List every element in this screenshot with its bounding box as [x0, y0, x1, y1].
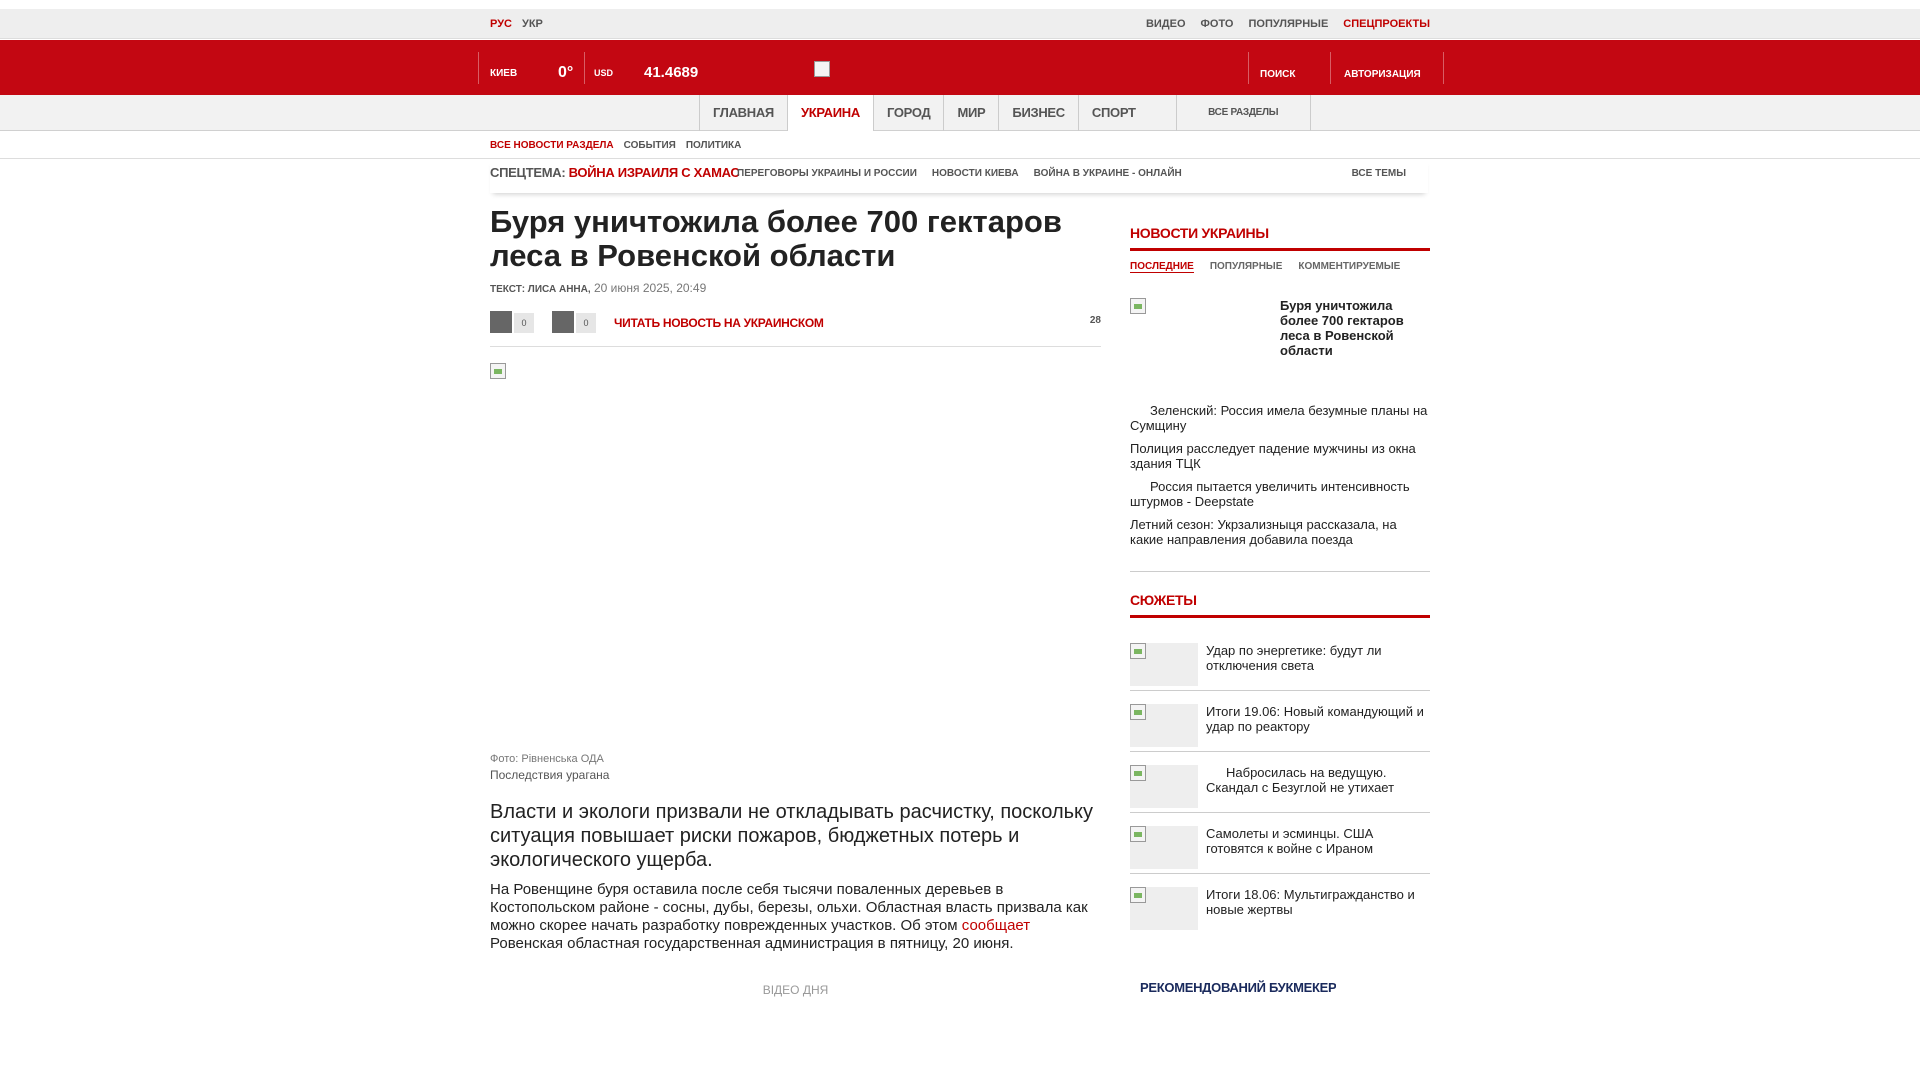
special-theme: [490, 165, 739, 180]
broken-image-icon: [1130, 298, 1146, 314]
broken-image-icon: [1130, 765, 1146, 781]
news-tabs: [1130, 261, 1430, 273]
broken-image-icon: [1130, 704, 1146, 720]
share-bar: [490, 311, 1101, 347]
lang-ru-link[interactable]: РУС: [490, 18, 512, 30]
story-thumbnail[interactable]: [1130, 765, 1198, 808]
views-count: 28: [1089, 315, 1101, 326]
site-header: [0, 40, 1920, 95]
story-title[interactable]: Итоги 18.06: Мультигражданство и новые жертвы: [1206, 887, 1415, 917]
divider: [1330, 52, 1331, 84]
nav-item-world[interactable]: МИР: [944, 95, 999, 131]
article-lead: Власти и экологи призвали не откладывать расчистку, поскольку ситуация повышает риски пожаров, бюджетных потерь и экологического ущерба.: [490, 801, 1094, 871]
theme-link-negotiations[interactable]: ПЕРЕГОВОРЫ УКРАИНЫ И РОССИИ: [737, 168, 917, 179]
subnav-all-news[interactable]: ВСЕ НОВОСТИ РАЗДЕЛА: [490, 140, 614, 151]
story-thumbnail[interactable]: [1130, 704, 1198, 747]
article-author[interactable]: ТЕКСТ: ЛИСА АННА,: [490, 284, 591, 295]
sidebar: [1130, 225, 1430, 935]
stories-heading[interactable]: СЮЖЕТЫ: [1130, 592, 1430, 618]
divider: [478, 52, 479, 84]
share-count: 0: [576, 313, 596, 333]
broken-image-icon: [490, 363, 506, 379]
divider: [584, 52, 585, 84]
tab-commented[interactable]: КОММЕНТИРУЕМЫЕ: [1298, 261, 1401, 272]
nav-item-main[interactable]: ГЛАВНАЯ: [700, 95, 788, 131]
section-subnav: [0, 131, 1920, 159]
nav-item-all-sections[interactable]: ВСЕ РАЗДЕЛЫ: [1177, 95, 1311, 131]
search-button[interactable]: ПОИСК: [1260, 69, 1296, 80]
news-list: [1130, 403, 1430, 572]
top-bar: [0, 9, 1920, 39]
broken-image-icon: [1130, 643, 1146, 659]
story-title[interactable]: Итоги 19.06: Новый командующий и удар по реактору: [1206, 704, 1424, 734]
story-thumbnail[interactable]: [1130, 643, 1198, 686]
news-item[interactable]: Летний сезон: Укрзализныця рассказала, на какие направления добавила поезда: [1130, 517, 1397, 547]
ukraine-news-heading[interactable]: НОВОСТИ УКРАИНЫ: [1130, 225, 1430, 251]
special-projects-link[interactable]: СПЕЦПРОЕКТЫ: [1343, 18, 1430, 30]
news-item[interactable]: Россия пытается увеличить интенсивность штурмов - Deepstate: [1130, 479, 1410, 509]
share-telegram-button[interactable]: [552, 311, 574, 333]
theme-link-war-online[interactable]: ВОЙНА В УКРАИНЕ - ОНЛАЙН: [1033, 168, 1182, 179]
weather-city[interactable]: КИЕВ: [490, 68, 518, 79]
source-link[interactable]: сообщает: [961, 917, 1031, 934]
nav-item-business[interactable]: БИЗНЕС: [999, 95, 1078, 131]
article: [490, 205, 1101, 997]
top-news-item[interactable]: [1130, 298, 1430, 403]
tab-popular[interactable]: ПОПУЛЯРНЫЕ: [1209, 261, 1283, 272]
story-item[interactable]: [1130, 813, 1430, 874]
broken-image-icon: [1130, 826, 1146, 842]
video-link[interactable]: ВИДЕО: [1145, 18, 1186, 30]
photo-link[interactable]: ФОТО: [1200, 18, 1234, 30]
photo-credit: Фото: Рівненська ОДА: [490, 753, 604, 765]
photo-caption: Последствия урагана: [490, 768, 610, 782]
video-of-day-label: ВІДЕО ДНЯ: [762, 983, 829, 997]
body-text: Ровенская областная государственная администрация в пятницу, 20 июня.: [490, 935, 1014, 952]
currency-label: USD: [594, 68, 614, 78]
share-facebook-button[interactable]: [490, 311, 512, 333]
share-count: 0: [514, 313, 534, 333]
news-item[interactable]: Полиция расследует падение мужчины из окна здания ТЦК: [1130, 441, 1416, 471]
themes-bar: [490, 159, 1428, 193]
special-theme-link[interactable]: ВОЙНА ИЗРАИЛЯ С ХАМАС: [568, 165, 740, 180]
stories-list: [1130, 630, 1430, 935]
special-theme-label: СПЕЦТЕМА:: [490, 165, 566, 180]
nav-item-ukraine[interactable]: УКРАИНА: [788, 95, 874, 131]
news-item[interactable]: Зеленский: Россия имела безумные планы на Сумщину: [1130, 403, 1428, 433]
top-news-title[interactable]: Буря уничтожила более 700 гектаров леса в Ровенской области: [1280, 298, 1404, 358]
article-date: 20 июня 2025, 20:49: [594, 281, 707, 295]
article-meta: [490, 281, 1101, 295]
article-body: [490, 881, 1101, 953]
auth-button[interactable]: АВТОРИЗАЦИЯ: [1344, 69, 1421, 80]
theme-link-kyiv-news[interactable]: НОВОСТИ КИЕВА: [931, 168, 1019, 179]
story-title[interactable]: Удар по энергетике: будут ли отключения света: [1206, 643, 1382, 673]
broken-image-icon: [1130, 887, 1146, 903]
theme-links: [737, 168, 1182, 179]
article-title: Буря уничтожила более 700 гектаров леса в Ровенской области: [490, 204, 1062, 273]
subnav-politics[interactable]: ПОЛИТИКА: [685, 140, 742, 151]
nav-item-city[interactable]: ГОРОД: [874, 95, 945, 131]
article-photo[interactable]: [490, 363, 1101, 753]
story-title[interactable]: Самолеты и эсминцы. США готовятся к войне с Ираном: [1206, 826, 1374, 856]
story-thumbnail[interactable]: [1130, 887, 1198, 930]
story-item[interactable]: [1130, 630, 1430, 691]
story-item[interactable]: [1130, 874, 1430, 935]
body-text: На Ровенщине буря оставила после себя тысячи поваленных деревьев в Костопольском районе - сосны, дубы, березы, ольхи. Областная власть призвала как можно скорее начать разработку поврежденных участков. Об этом: [490, 881, 1088, 934]
story-item[interactable]: [1130, 752, 1430, 813]
all-themes-link[interactable]: ВСЕ ТЕМЫ: [1351, 168, 1406, 179]
story-item[interactable]: [1130, 691, 1430, 752]
read-in-ukrainian-link[interactable]: ЧИТАТЬ НОВОСТЬ НА УКРАИНСКОМ: [614, 316, 824, 330]
story-title[interactable]: Набросилась на ведущую. Скандал с Безуглой не утихает: [1206, 765, 1395, 795]
divider: [1248, 52, 1249, 84]
subnav-events[interactable]: СОБЫТИЯ: [623, 140, 676, 151]
top-links: [1146, 18, 1430, 30]
bookmaker-heading[interactable]: РЕКОМЕНДОВАНИЙ БУКМЕКЕР: [1140, 980, 1337, 994]
lang-ua-link[interactable]: УКР: [522, 18, 543, 30]
weather-temperature: 0°: [558, 64, 574, 81]
divider: [1443, 52, 1444, 84]
site-logo[interactable]: [814, 61, 830, 77]
currency-rate: 41.4689: [644, 64, 699, 81]
tab-latest[interactable]: ПОСЛЕДНИЕ: [1130, 261, 1194, 272]
nav-item-sport[interactable]: СПОРТ: [1079, 95, 1177, 131]
story-thumbnail[interactable]: [1130, 826, 1198, 869]
main-nav: [0, 95, 1920, 131]
popular-link[interactable]: ПОПУЛЯРНЫЕ: [1248, 18, 1329, 30]
